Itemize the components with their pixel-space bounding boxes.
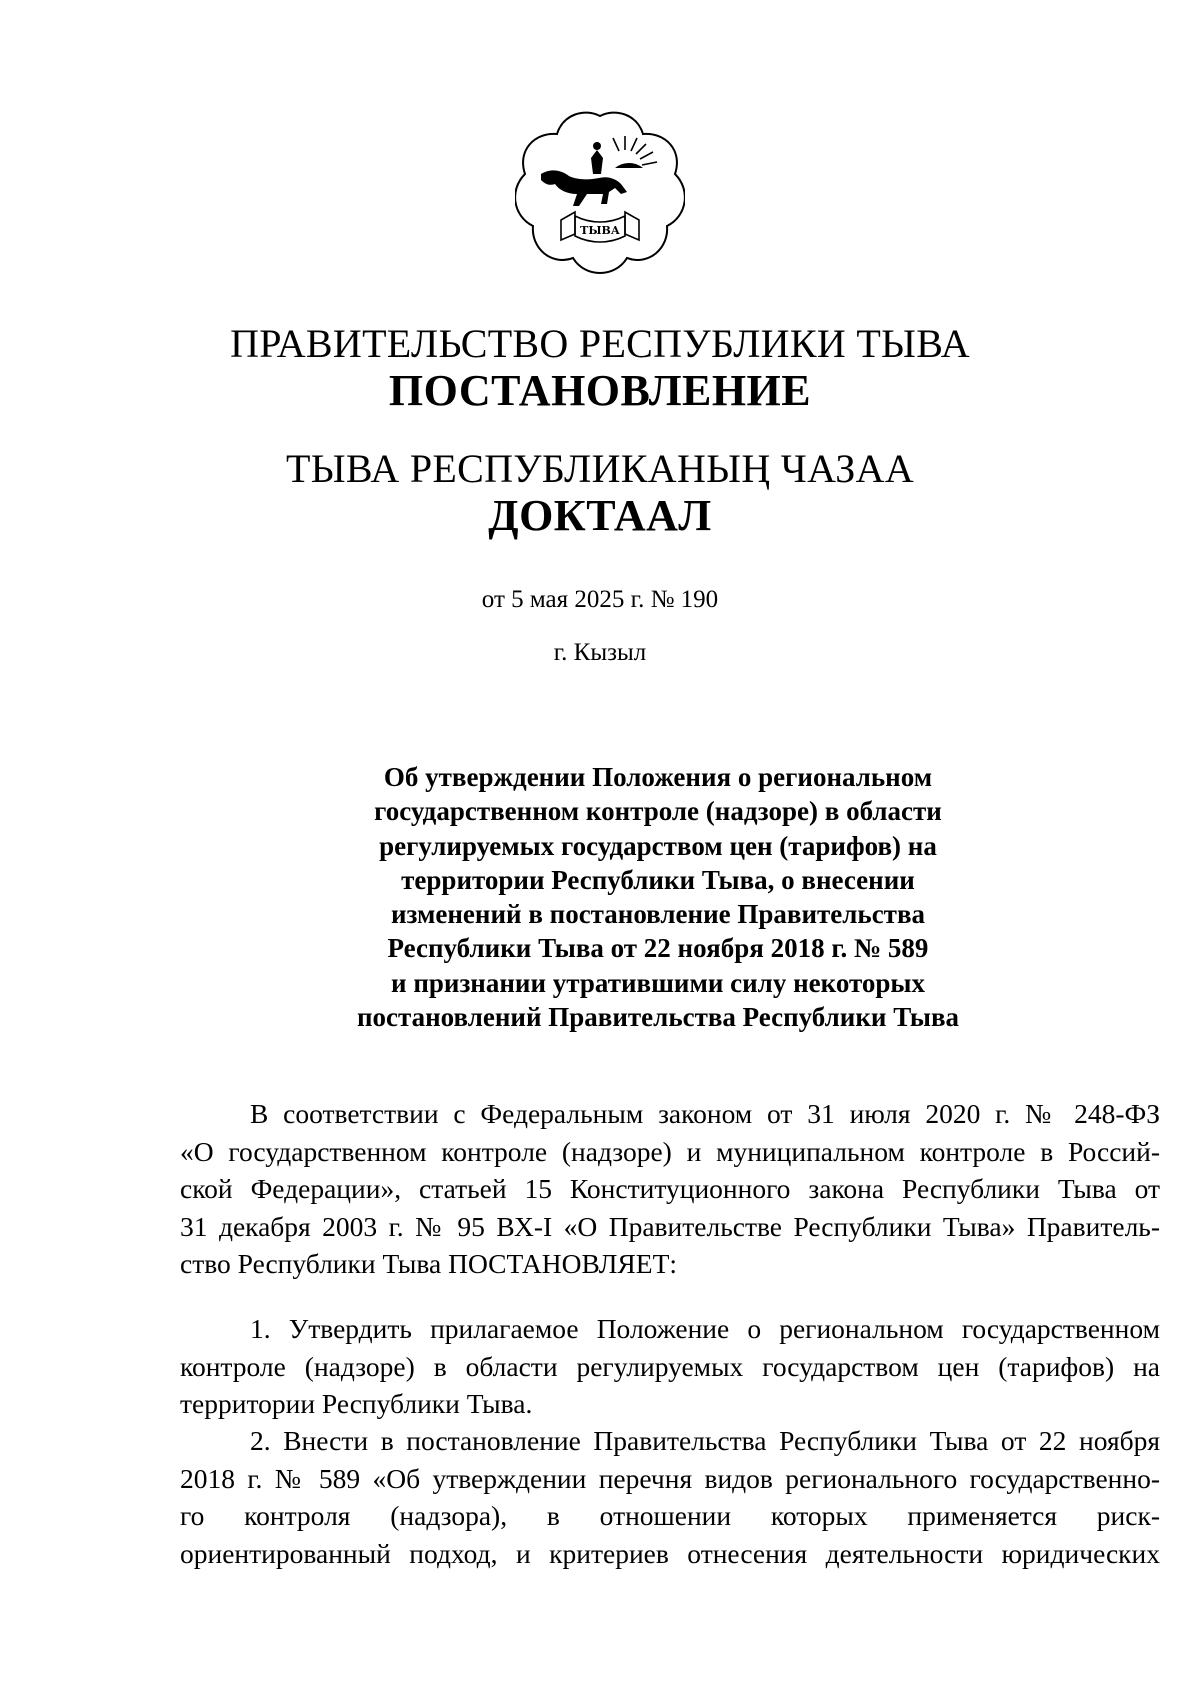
- decree-date-number: от 5 мая 2025 г. № 190: [481, 586, 719, 613]
- paragraph-line: ской Федерации», статьей 15 Конституционного закона Республики Тыва от: [180, 1173, 1160, 1205]
- item-1-paragraph: [180, 1310, 1160, 1423]
- preamble-paragraph: [180, 1095, 1160, 1283]
- title-line: Об утверждении Положения о региональном: [383, 762, 933, 792]
- title-line: постановлений Правительства Республики Тыва: [356, 1002, 960, 1033]
- svg-text:ТЫВА: ТЫВА: [580, 224, 620, 237]
- title-line: регулируемых государством цен (тарифов) на: [379, 830, 937, 861]
- paragraph-line: В соответствии с Федеральным законом от 31 июля 2020 г. № 248-ФЗ: [250, 1098, 1160, 1129]
- title-line: Республики Тыва от 22 ноября 2018 г. № 589: [387, 933, 929, 964]
- item-2-paragraph: [180, 1422, 1160, 1572]
- paragraph-line: 31 декабря 2003 г. № 95 ВХ-I «О Правительстве Республики Тыва» Правитель-: [180, 1210, 1160, 1242]
- title-line: изменений в постановление Правительства: [390, 899, 926, 930]
- paragraph-line: 1. Утвердить прилагаемое Положение о региональном государственном: [250, 1313, 1160, 1344]
- title-line: и признании утратившими силу некоторых: [391, 967, 925, 998]
- paragraph-line: территории Республики Тыва.: [180, 1388, 533, 1420]
- decree-city: г. Кызыл: [553, 639, 647, 666]
- paragraph-line: контроле (надзоре) в области регулируемых государством цен (тарифов) на: [180, 1350, 1160, 1382]
- government-name-ru: ПРАВИТЕЛЬСТВО РЕСПУБЛИКИ ТЫВА: [230, 321, 970, 366]
- tuva-emblem-icon: [515, 108, 685, 278]
- paragraph-line: «О государственном контроле (надзоре) и муниципальном контроле в Россий-: [180, 1135, 1160, 1167]
- decree-type-tyv: ДОКТААЛ: [488, 491, 712, 540]
- decree-title: [338, 760, 978, 1034]
- paragraph-line: ство Республики Тыва ПОСТАНОВЛЯЕТ:: [180, 1248, 678, 1280]
- paragraph-line: 2018 г. № 589 «Об утверждении перечня видов регионального государственно-: [180, 1462, 1160, 1494]
- paragraph-line: 2. Внести в постановление Правительства Республики Тыва от 22 ноября: [250, 1425, 1160, 1456]
- title-line: государственном контроле (надзоре) в области: [374, 796, 942, 827]
- decree-type-ru: ПОСТАНОВЛЕНИЕ: [388, 366, 812, 415]
- paragraph-line: ориентированный подход, и критериев отнесения деятельности юридических: [180, 1537, 1160, 1569]
- government-name-tyv: ТЫВА РЕСПУБЛИКАНЫҢ ЧАЗАА: [285, 446, 915, 491]
- title-line: территории Республики Тыва, о внесении: [401, 864, 915, 895]
- paragraph-line: го контроля (надзора), в отношении которых применяется риск-: [180, 1500, 1160, 1532]
